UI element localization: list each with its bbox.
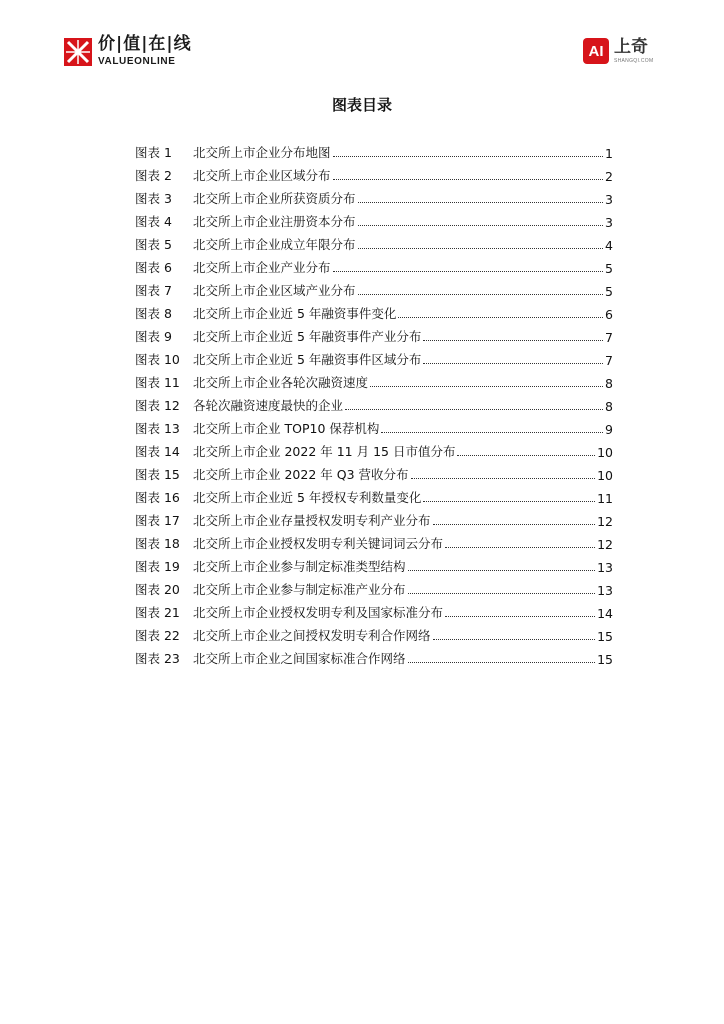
toc-entry-title: 北交所上市企业近 5 年融资事件变化 <box>193 306 397 321</box>
toc-entry[interactable] <box>135 138 613 161</box>
toc-entry-page: 15 <box>597 629 613 644</box>
valueonline-logo <box>64 36 192 67</box>
toc-dot-leader <box>370 385 603 387</box>
toc-dot-leader <box>423 339 603 341</box>
page-title: 图表目录 <box>331 96 392 114</box>
logo-chinese-text: 价|值|在|线 <box>98 34 192 54</box>
toc-entry-number: 图表 3 <box>135 191 172 206</box>
toc-entry[interactable] <box>135 368 613 391</box>
toc-entry-title: 北交所上市企业参与制定标准产业分布 <box>193 582 406 597</box>
toc-entry-page: 14 <box>597 606 613 621</box>
toc-entry-number: 图表 7 <box>135 283 172 298</box>
toc-entry-title: 北交所上市企业近 5 年融资事件区域分布 <box>193 352 422 367</box>
toc-entry-title: 北交所上市企业之间授权发明专利合作网络 <box>193 628 431 643</box>
toc-entry-page: 9 <box>605 422 613 437</box>
toc-dot-leader <box>408 569 596 571</box>
toc-entry-title: 北交所上市企业注册资本分布 <box>193 214 356 229</box>
toc-entry[interactable] <box>135 506 613 529</box>
toc-entry[interactable] <box>135 529 613 552</box>
toc-entry-page: 6 <box>605 307 613 322</box>
toc-entry-page: 15 <box>597 652 613 667</box>
toc-entry-number: 图表 9 <box>135 329 172 344</box>
toc-entry-title: 北交所上市企业授权发明专利关键词词云分布 <box>193 536 444 551</box>
toc-entry-number: 图表 17 <box>135 513 180 528</box>
toc-entry-title: 北交所上市企业授权发明专利及国家标准分布 <box>193 605 444 620</box>
valueonline-logo-icon <box>64 38 92 66</box>
toc-dot-leader <box>433 523 596 525</box>
toc-entry-number: 图表 22 <box>135 628 180 643</box>
toc-entry-number: 图表 10 <box>135 352 180 367</box>
toc-entry-number: 图表 16 <box>135 490 180 505</box>
toc-entry-page: 13 <box>597 560 613 575</box>
toc-entry[interactable] <box>135 161 613 184</box>
toc-entry[interactable] <box>135 483 613 506</box>
toc-entry-page: 10 <box>597 445 613 460</box>
toc-entry[interactable] <box>135 460 613 483</box>
toc-entry-title: 北交所上市企业之间国家标准合作网络 <box>193 651 406 666</box>
toc-entry-number: 图表 6 <box>135 260 172 275</box>
toc-entry-title: 北交所上市企业区域分布 <box>193 168 331 183</box>
toc-entry-page: 3 <box>605 192 613 207</box>
toc-entry-number: 图表 8 <box>135 306 172 321</box>
toc-entry[interactable] <box>135 414 613 437</box>
toc-dot-leader <box>445 546 595 548</box>
toc-entry-number: 图表 23 <box>135 651 180 666</box>
shangqi-chinese-text: 上奇 <box>614 36 648 57</box>
toc-entry-title: 北交所上市企业成立年限分布 <box>193 237 356 252</box>
toc-dot-leader <box>345 408 603 410</box>
toc-entry-number: 图表 15 <box>135 467 180 482</box>
toc-entry[interactable] <box>135 437 613 460</box>
toc-entry[interactable] <box>135 230 613 253</box>
toc-dot-leader <box>408 661 596 663</box>
toc-dot-leader <box>381 431 603 433</box>
toc-entry-number: 图表 18 <box>135 536 180 551</box>
toc-entry-title: 北交所上市企业近 5 年融资事件产业分布 <box>193 329 422 344</box>
toc-entry-page: 12 <box>597 514 613 529</box>
toc-dot-leader <box>408 592 596 594</box>
toc-entry[interactable] <box>135 276 613 299</box>
toc-entry-page: 2 <box>605 169 613 184</box>
toc-entry-title: 北交所上市企业产业分布 <box>193 260 331 275</box>
toc-entry-number: 图表 13 <box>135 421 180 436</box>
toc-entry-page: 7 <box>605 353 613 368</box>
toc-dot-leader <box>457 454 595 456</box>
toc-dot-leader <box>333 155 603 157</box>
toc-entry-title: 北交所上市企业所获资质分布 <box>193 191 356 206</box>
toc-entry-title: 北交所上市企业分布地图 <box>193 145 331 160</box>
toc-entry[interactable] <box>135 644 613 667</box>
toc-entry[interactable] <box>135 552 613 575</box>
toc-entry-page: 1 <box>605 146 613 161</box>
shangqi-logo <box>583 38 653 64</box>
toc-entry-number: 图表 19 <box>135 559 180 574</box>
toc-entry-page: 5 <box>605 261 613 276</box>
toc-entry[interactable] <box>135 253 613 276</box>
toc-entry-number: 图表 12 <box>135 398 180 413</box>
toc-entry[interactable] <box>135 345 613 368</box>
toc-entry-page: 10 <box>597 468 613 483</box>
toc-dot-leader <box>445 615 595 617</box>
toc-entry-page: 5 <box>605 284 613 299</box>
toc-entry[interactable] <box>135 299 613 322</box>
toc-dot-leader <box>433 638 596 640</box>
toc-entry-title: 北交所上市企业 TOP10 保荐机构 <box>193 421 380 436</box>
toc-entry-number: 图表 14 <box>135 444 180 459</box>
toc-dot-leader <box>358 224 603 226</box>
toc-dot-leader <box>358 201 603 203</box>
toc-entry[interactable] <box>135 621 613 644</box>
toc-entry-page: 8 <box>605 399 613 414</box>
toc-entry-title: 各轮次融资速度最快的企业 <box>193 398 344 413</box>
toc-entry-title: 北交所上市企业参与制定标准类型结构 <box>193 559 406 574</box>
toc-dot-leader <box>333 178 603 180</box>
toc-entry-number: 图表 2 <box>135 168 172 183</box>
toc-dot-leader <box>333 270 603 272</box>
toc-entry-page: 8 <box>605 376 613 391</box>
toc-entry[interactable] <box>135 598 613 621</box>
toc-entry-title: 北交所上市企业近 5 年授权专利数量变化 <box>193 490 422 505</box>
shangqi-english-text: SHANGQI.COM <box>614 57 654 64</box>
toc-entry[interactable] <box>135 184 613 207</box>
toc-dot-leader <box>398 316 603 318</box>
toc-entry-number: 图表 5 <box>135 237 172 252</box>
toc-entry-page: 12 <box>597 537 613 552</box>
toc-entry-page: 7 <box>605 330 613 345</box>
page-header <box>0 0 724 80</box>
toc-entry-page: 4 <box>605 238 613 253</box>
toc-entry-page: 3 <box>605 215 613 230</box>
toc-entry-title: 北交所上市企业存量授权发明专利产业分布 <box>193 513 431 528</box>
toc-entry-number: 图表 1 <box>135 145 172 160</box>
table-of-figures <box>135 138 613 667</box>
toc-entry-number: 图表 11 <box>135 375 180 390</box>
ai-logo-icon: AI <box>583 38 609 64</box>
toc-entry[interactable] <box>135 322 613 345</box>
toc-dot-leader <box>423 362 603 364</box>
toc-entry-title: 北交所上市企业 2022 年 11 月 15 日市值分布 <box>193 444 456 459</box>
toc-entry[interactable] <box>135 575 613 598</box>
toc-entry-title: 北交所上市企业区域产业分布 <box>193 283 356 298</box>
toc-entry-number: 图表 21 <box>135 605 180 620</box>
toc-dot-leader <box>423 500 595 502</box>
toc-dot-leader <box>358 293 603 295</box>
toc-entry-title: 北交所上市企业各轮次融资速度 <box>193 375 369 390</box>
toc-dot-leader <box>411 477 596 479</box>
toc-entry-page: 13 <box>597 583 613 598</box>
logo-english-text: VALUEONLINE <box>98 56 176 67</box>
toc-entry[interactable] <box>135 391 613 414</box>
toc-entry[interactable] <box>135 207 613 230</box>
toc-entry-number: 图表 20 <box>135 582 180 597</box>
toc-entry-number: 图表 4 <box>135 214 172 229</box>
toc-entry-title: 北交所上市企业 2022 年 Q3 营收分布 <box>193 467 409 482</box>
toc-entry-page: 11 <box>597 491 613 506</box>
toc-dot-leader <box>358 247 603 249</box>
